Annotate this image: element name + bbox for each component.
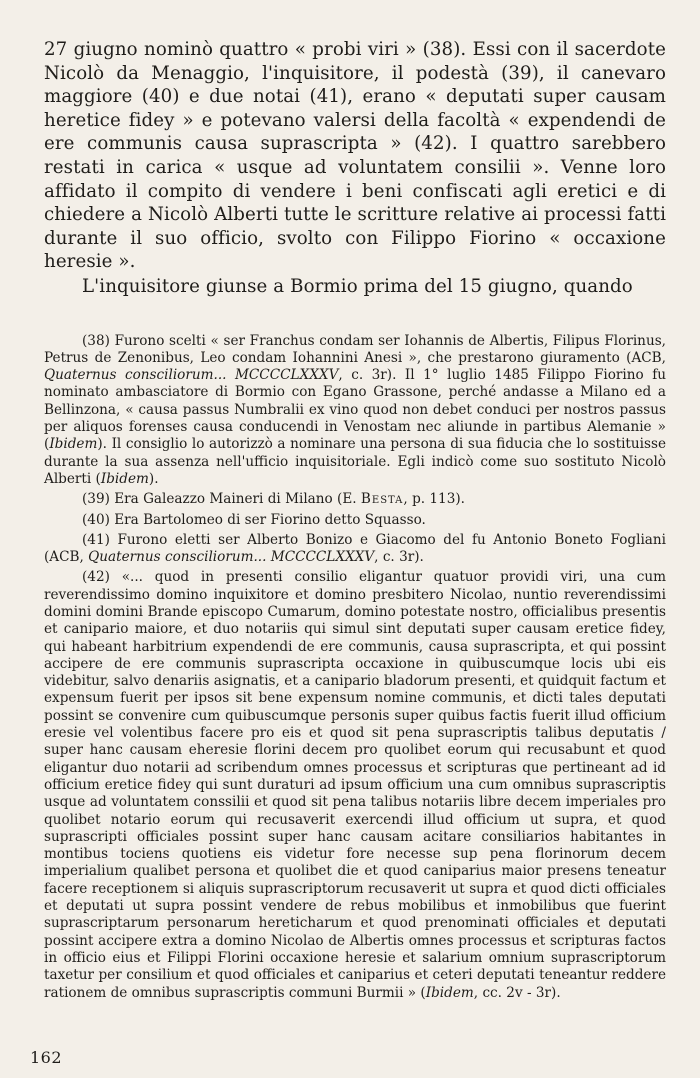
main-paragraph-1: 27 giugno nominò quattro « probi viri » (38). Essi con il sacerdote Nicolò da Menaggio, l'inquisitore, il podestà (39), il canevaro maggiore (40) e due notai (41), erano « deputati super causam heretice fidey » e potevano valersi della facoltà « expendendi de ere communis causa suprascripta » (42). I quattro sarebbero restati in carica « usque ad voluntatem consilii ». Venne loro affidato il compito di vendere i beni confiscati agli eretici e di chiedere a Nicolò Alberti tutte le scritture relative ai processi fatti durante il suo officio, svolto con Filippo Fiorino « occaxione heresie ». (44, 39, 666, 273)
page-number: 162 (30, 1048, 63, 1067)
footnotes (44, 333, 666, 1002)
main-text (44, 38, 666, 299)
footnote-41: (41) Furono eletti ser Alberto Bonizo e Giacomo del fu Antonio Boneto Fogliani (ACB, Quaternus consciliorum... MCCCCLXXXV, c. 3r). (44, 531, 666, 566)
book-page (44, 38, 666, 1002)
footnote-39: (39) Era Galeazzo Maineri di Milano (E. Besta, p. 113). (82, 491, 465, 508)
footnote-42: (42) «... quod in presenti consilio eligantur quatuor providi viri, una cum reverendissimo domino inquixitore et domino presbitero Nicolao, nuntio reverendissimi domini domini Brande episcopo Cumarum, domino potestate nostro, officialibus presentis et canipario maiore, et duo notariis qui simul sint deputati super causam eretice fidey, qui habeant harbitrium expendendi de ere communis, causa suprascripta, et qui possint accipere de ere communis suprascripta occaxione in quibuscumque locis ubi eis videbitur, salvo denariis asignatis, et a canipario bladorum presenti, et quidquit factum et expensum fuerit per ipsos sit bene expensum nomine communis, et dicti tales deputati possint se convenire cum quibuscumque personis super quibus factis fuerit illud officium eresie vel volentibus facere pro eis et quod sit pena suprascriptis talibus deputatis / super hanc causam eheresie florini decem pro quolibet eorum qui recusabunt et quod eligantur duo notarii ad scribendum omnes processus et scripturas que pertineant ad id officium eretice fidey qui sunt duraturi ad ipsum officium una cum omnibus suprascriptis usque ad voluntatem conssilii et quod sit pena talibus notariis libre decem imperiales pro quolibet notario eorum qui recusaverit exercendi illud officium ut supra, et quod suprascripti officiales possint super hanc causam acitare consiliarios habitantes in montibus tociens quotiens eis videtur fore necesse sup pena florinorum decem imperialium qualibet persona et quolibet die et quod caniparius maior presens teneatur facere receptionem si aliquis suprascriptorum recusaverit ut supra et quod dicti officiales et deputati ut supra possint vendere de rebus mobilibus et inmobilibus que fuerint suprascriptarum personarum hereticharum et quod prenominati officiales et deputati possint accipere extra a domino Nicolao de Albertis omnes processus et scripturas factos in officio eius et Filippi Florini occaxione heresie et salarium omnium suprascriptorum taxetur per consilium et quod officiales et caniparius et ceteri deputati teneantur reddere rationem de omnibus suprascriptis communi Burmii » (Ibidem, cc. 2v - 3r). (44, 569, 666, 1001)
footnote-38: (38) Furono scelti « ser Franchus condam ser Iohannis de Albertis, Filipus Florinus, Petrus de Zenonibus, Leo condam Iohannini Anesi », che prestarono giuramento (ACB, Quaternus consciliorum... MCCCCLXXXV, c. 3r). Il 1° luglio 1485 Filippo Fiorino fu nominato ambasciatore di Bormio con Egano Grassone, perché andasse a Milano ed a Bellinzona, « causa passus Numbralii ex vino quod non debet conduci per nostros passus per aliquos forenses causa conducendi in Venostam nec aliunde in partibus Alemanie » (Ibidem). Il consiglio lo autorizzò a nominare una persona di sua fiducia che lo sostituisse durante la sua assenza nell'ufficio inquisitoriale. Egli indicò come suo sostituto Nicolò Alberti (Ibidem). (44, 332, 666, 487)
main-paragraph-2: L'inquisitore giunse a Bormio prima del 15 giugno, quando (82, 275, 633, 297)
footnote-40: (40) Era Bartolomeo di ser Fiorino detto Squasso. (82, 511, 426, 528)
